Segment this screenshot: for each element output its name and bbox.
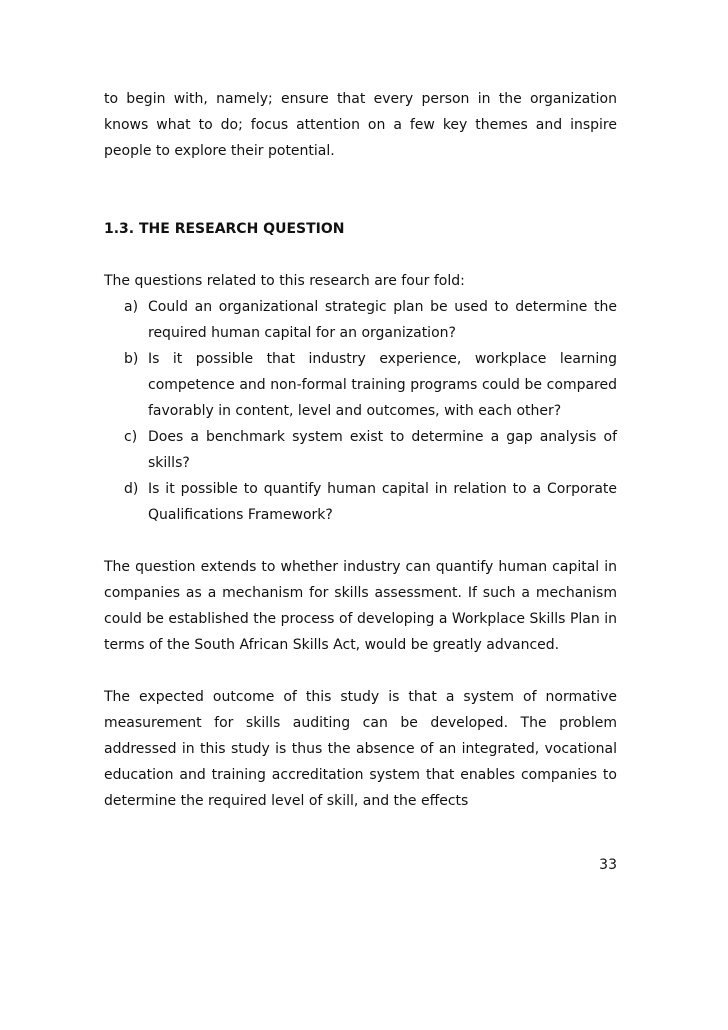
spacer bbox=[104, 164, 617, 216]
paragraph-expected-outcome: The expected outcome of this study is that a system of normative measurement for skills auditing can be developed. The problem addressed in this study is thus the absence of an integrated, vocational education and training accreditation system that enables companies to determine the required level of skill, and the effects bbox=[104, 689, 617, 809]
intro-paragraph: to begin with, namely; ensure that every person in the organization knows what to do; focus attention on a few key themes and inspire people to explore their potential. bbox=[104, 91, 617, 159]
spacer bbox=[104, 658, 617, 684]
question-item bbox=[104, 424, 617, 476]
question-marker: a) bbox=[124, 299, 139, 315]
questions-intro: The questions related to this research are four fold: bbox=[104, 273, 465, 289]
question-marker: b) bbox=[124, 351, 139, 367]
questions-list bbox=[104, 294, 617, 528]
question-item bbox=[104, 476, 617, 528]
question-text: Is it possible that industry experience, workplace learning competence and non-formal training programs could be compared favorably in content, level and outcomes, with each other? bbox=[148, 351, 617, 419]
question-text: Is it possible to quantify human capital in relation to a Corporate Qualifications Framework? bbox=[148, 481, 617, 523]
question-marker: c) bbox=[124, 429, 138, 445]
question-text: Does a benchmark system exist to determine a gap analysis of skills? bbox=[148, 429, 617, 471]
spacer bbox=[104, 242, 617, 268]
page-body bbox=[104, 86, 617, 814]
question-marker: d) bbox=[124, 481, 139, 497]
question-item bbox=[104, 294, 617, 346]
page-number: 33 bbox=[599, 857, 617, 873]
section-heading: 1.3. THE RESEARCH QUESTION bbox=[104, 221, 345, 237]
spacer bbox=[104, 528, 617, 554]
paragraph-skills-assessment: The question extends to whether industry can quantify human capital in companies as a mechanism for skills assessment. If such a mechanism could be established the process of developing a Workplace Skills Plan in terms of the South African Skills Act, would be greatly advanced. bbox=[104, 559, 617, 653]
question-item bbox=[104, 346, 617, 424]
question-text: Could an organizational strategic plan be used to determine the required human capital for an organization? bbox=[148, 299, 617, 341]
